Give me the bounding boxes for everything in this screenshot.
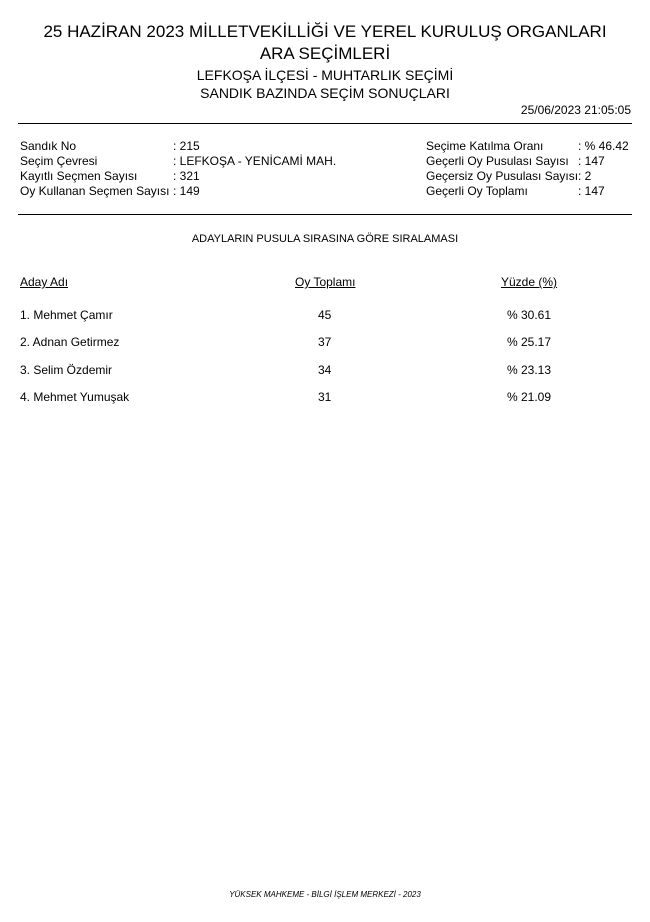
info-label-sandik-no: Sandık No [20,139,77,153]
candidate-name: 4. Mehmet Yumuşak [20,390,130,404]
info-value-secim-cevresi: : LEFKOŞA - YENİCAMİ MAH. [173,154,337,168]
page-subtitle-line-1: LEFKOŞA İLÇESİ - MUHTARLIK SEÇİMİ [196,67,454,83]
info-label-katilma-orani: Seçime Katılma Oranı [426,139,544,153]
page-footer: YÜKSEK MAHKEME - BİLGİ İŞLEM MERKEZİ - 2023 [229,890,421,899]
info-value-gecerli-pusula: : 147 [578,154,605,168]
ranking-heading: ADAYLARIN PUSULA SIRASINA GÖRE SIRALAMASI [191,233,459,245]
middle-divider [18,214,632,215]
column-header-yuzde: Yüzde (%) [501,275,558,289]
info-value-sandik-no: : 215 [173,139,200,153]
candidate-votes: 31 [318,390,332,404]
report-timestamp: 25/06/2023 21:05:05 [520,103,631,117]
candidate-percent: % 30.61 [507,308,552,322]
info-label-gecersiz-pusula: Geçersiz Oy Pusulası Sayısı [426,169,579,183]
info-label-secim-cevresi: Seçim Çevresi [20,154,98,168]
info-label-gecerli-pusula: Geçerli Oy Pusulası Sayısı [426,154,569,168]
candidate-percent: % 25.17 [507,335,552,349]
candidate-name: 2. Adnan Getirmez [20,335,120,349]
info-label-gecerli-oy-toplami: Geçerli Oy Toplamı [426,184,528,198]
candidate-percent: % 21.09 [507,390,552,404]
info-value-kayitli-secmen: : 321 [173,169,200,183]
info-label-oy-kullanan: Oy Kullanan Seçmen Sayısı [20,184,170,198]
candidate-votes: 34 [318,363,332,377]
info-value-gecersiz-pusula: : 2 [578,169,592,183]
candidate-percent: % 23.13 [507,363,552,377]
page-title-line-2: ARA SEÇİMLERİ [259,44,391,63]
info-value-katilma-orani: : % 46.42 [578,139,629,153]
info-value-gecerli-oy-toplami: : 147 [578,184,605,198]
info-label-kayitli-secmen: Kayıtlı Seçmen Sayısı [20,169,138,183]
info-value-oy-kullanan: : 149 [173,184,200,198]
column-header-aday-adi: Aday Adı [20,275,69,289]
column-header-oy-toplami: Oy Toplamı [295,275,356,289]
page-title-line-1: 25 HAZİRAN 2023 MİLLETVEKİLLİĞİ VE YEREL KURULUŞ ORGANLARI [43,22,607,41]
candidate-votes: 45 [318,308,332,322]
candidate-name: 3. Selim Özdemir [20,363,113,377]
top-divider [18,123,632,124]
page-subtitle-line-2: SANDIK BAZINDA SEÇİM SONUÇLARI [200,85,450,101]
candidate-name: 1. Mehmet Çamır [20,308,113,322]
candidate-votes: 37 [318,335,332,349]
